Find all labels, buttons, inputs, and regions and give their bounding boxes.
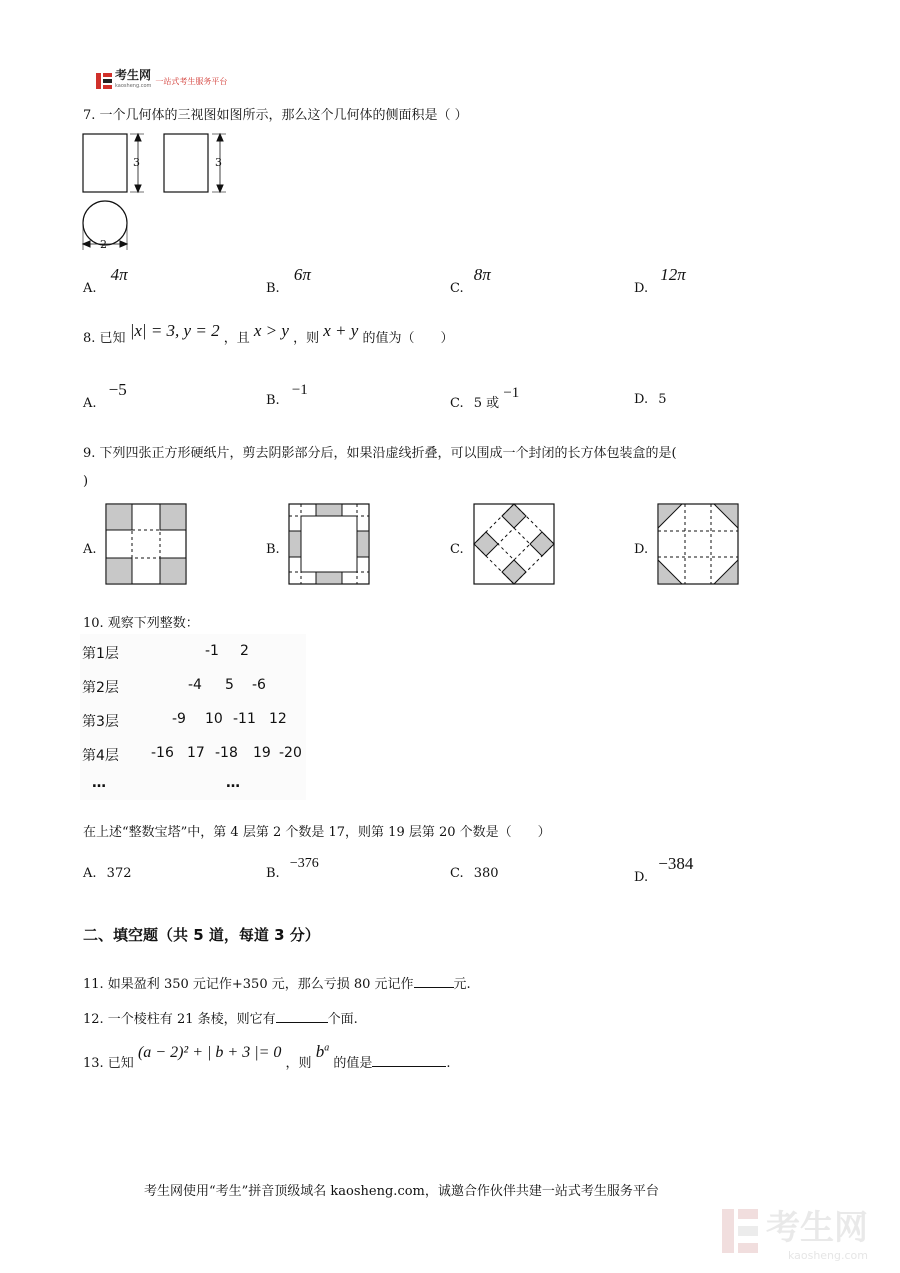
q13-blank[interactable] [372, 1054, 446, 1067]
q8-stem: 8. 已知 |x| = 3, y = 2 ，且 x > y ，则 x + y 的值为（ ） [83, 321, 454, 346]
pyramid-num: -16 [151, 745, 174, 761]
q10-option-d[interactable]: D. −384 [634, 854, 694, 885]
pyramid-num: -9 [172, 711, 186, 727]
q7-option-b[interactable]: B. 6π [266, 265, 311, 296]
q7-option-d[interactable]: D. 12π [634, 265, 686, 296]
q9-stem-line2: ) [83, 474, 89, 489]
q12-blank[interactable] [276, 1010, 328, 1023]
pyramid-num: 19 [253, 745, 271, 761]
q11: 11. 如果盈利 350 元记作+350 元，那么亏损 80 元记作 元. [83, 977, 471, 992]
pyramid-ellipsis: … [226, 775, 240, 791]
pyramid-num: 2 [240, 643, 249, 659]
q7-dim-top: 2 [100, 238, 107, 251]
q12: 12. 一个棱柱有 21 条棱，则它有 个面. [83, 1012, 358, 1027]
watermark-logo [720, 1200, 868, 1262]
pyramid-num: 12 [269, 711, 287, 727]
footer-text: 考生网使用“考生”拼音顶级域名 kaosheng.com，诚邀合作伙伴共建一站式考生服务平台 [144, 1184, 659, 1199]
pyramid-num: -20 [279, 745, 302, 761]
q11-blank[interactable] [414, 975, 454, 988]
watermark-name: 考生网 [766, 1208, 868, 1248]
q10-option-a[interactable]: A. 372 [83, 866, 132, 881]
pyramid-row-label: 第3层 [82, 714, 119, 730]
header-logo [95, 70, 227, 92]
logo-text: 考生网 kaosheng.com [115, 68, 152, 89]
q9-option-c-label[interactable]: C. [450, 542, 464, 557]
watermark-logo-icon [720, 1207, 760, 1255]
q8-option-b[interactable]: B. −1 [266, 382, 308, 408]
pyramid-num: -11 [233, 711, 256, 727]
q10-option-c[interactable]: C. 380 [450, 866, 499, 881]
q9-option-d-label[interactable]: D. [634, 542, 649, 557]
q9-option-a-label[interactable]: A. [83, 542, 97, 557]
q9-figure-d[interactable] [657, 503, 741, 585]
q9-figure-c[interactable] [473, 503, 557, 585]
watermark-domain: kaosheng.com [787, 1249, 868, 1262]
pyramid-num: 5 [225, 677, 234, 693]
q7-dim-side: 3 [215, 156, 222, 169]
pyramid-num: 10 [205, 711, 223, 727]
q8-option-c[interactable]: C. 5 或 −1 [450, 385, 520, 411]
pyramid-num: -6 [252, 677, 266, 693]
integer-pyramid [80, 634, 306, 800]
pyramid-num: -4 [188, 677, 202, 693]
q10-option-b[interactable]: B. −376 [266, 856, 319, 881]
pyramid-num: -18 [215, 745, 238, 761]
pyramid-num: -1 [205, 643, 219, 659]
q8-option-d[interactable]: D. 5 [634, 392, 667, 407]
q9-figure-b[interactable] [288, 503, 372, 585]
q13: 13. 已知 (a − 2)² + | b + 3 |= 0 ，则 $b^a$ 的值是 . [83, 1042, 451, 1071]
pyramid-row-label: 第1层 [82, 646, 119, 662]
section-title: 二、填空题（共 5 道，每道 3 分） [83, 926, 320, 944]
logo-slogan: 一站式考生服务平台 [155, 76, 228, 86]
q7-stem: 7. 一个几何体的三视图如图所示，那么这个几何体的侧面积是（ ） [83, 108, 468, 123]
q9-stem-line1: 9. 下列四张正方形硬纸片，剪去阴影部分后，如果沿虚线折叠，可以围成一个封闭的长方体包装盒的是( [83, 446, 677, 461]
q7-dim-front: 3 [133, 156, 140, 169]
kaosheng-logo-icon [95, 72, 113, 90]
q10-question: 在上述“整数宝塔”中，第 4 层第 2 个数是 17，则第 19 层第 20 个数是（ ） [83, 825, 551, 840]
q10-stem: 10. 观察下列整数： [83, 616, 199, 631]
q8-option-a[interactable]: A. −5 [83, 380, 127, 411]
pyramid-ellipsis: … [92, 775, 106, 791]
q9-figure-a[interactable] [105, 503, 189, 585]
q7-option-c[interactable]: C. 8π [450, 265, 491, 296]
pyramid-num: 17 [187, 745, 205, 761]
pyramid-row-label: 第2层 [82, 680, 119, 696]
q7-option-a[interactable]: A. 4π [83, 265, 128, 296]
pyramid-row-label: 第4层 [82, 748, 119, 764]
q9-option-b-label[interactable]: B. [266, 542, 280, 557]
